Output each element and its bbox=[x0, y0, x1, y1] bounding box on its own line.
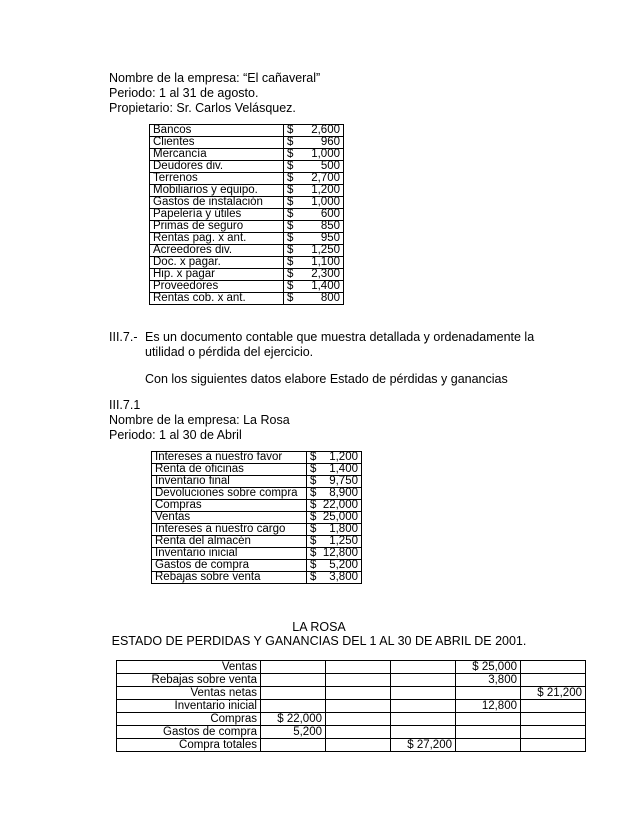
amount-wrap bbox=[310, 548, 358, 559]
account-row bbox=[152, 488, 362, 500]
currency-sign: $ bbox=[287, 268, 294, 280]
company2-period: Periodo: 1 al 30 de Abril bbox=[109, 428, 242, 442]
account-amount-cell bbox=[307, 512, 362, 524]
amount-value: 1,400 bbox=[311, 280, 340, 292]
statement-cell-c5 bbox=[521, 713, 586, 726]
account-label: Mercancía bbox=[150, 149, 284, 161]
currency-sign: $ bbox=[310, 463, 317, 475]
account-label: Deudores div. bbox=[150, 161, 284, 173]
statement-row-label: Compras bbox=[117, 713, 261, 726]
account-row bbox=[152, 560, 362, 572]
account-label: Renta del almacén bbox=[152, 536, 307, 548]
amount-value: 960 bbox=[320, 136, 340, 148]
statement-cell-c4: 3,800 bbox=[456, 674, 521, 687]
account-label: Devoluciones sobre compra bbox=[152, 488, 307, 500]
exercise-number: III.7.1 bbox=[109, 398, 141, 412]
statement-row bbox=[117, 687, 586, 700]
account-row bbox=[152, 512, 362, 524]
currency-sign: $ bbox=[310, 475, 317, 487]
amount-wrap bbox=[287, 161, 340, 172]
statement-cell-c4: $ 25,000 bbox=[456, 661, 521, 674]
statement-row-label: Ventas bbox=[117, 661, 261, 674]
account-amount-cell bbox=[284, 197, 344, 209]
currency-sign: $ bbox=[287, 232, 294, 244]
amount-wrap bbox=[310, 560, 358, 571]
amount-wrap bbox=[310, 512, 358, 523]
account-row bbox=[150, 281, 344, 293]
statement-title: LA ROSA bbox=[292, 620, 346, 634]
account-amount-cell bbox=[307, 536, 362, 548]
account-row bbox=[152, 548, 362, 560]
account-label: Bancos bbox=[150, 125, 284, 137]
account-label: Doc. x pagar. bbox=[150, 257, 284, 269]
statement-cell-c3 bbox=[391, 674, 456, 687]
account-label: Primas de seguro bbox=[150, 221, 284, 233]
account-row bbox=[152, 536, 362, 548]
currency-sign: $ bbox=[310, 499, 317, 511]
amount-wrap bbox=[287, 185, 340, 196]
account-label: Intereses a nuestro favor bbox=[152, 452, 307, 464]
account-amount-cell bbox=[284, 173, 344, 185]
amount-wrap bbox=[287, 245, 340, 256]
amount-wrap bbox=[310, 452, 358, 463]
company1-owner: Propietario: Sr. Carlos Velásquez. bbox=[109, 101, 296, 115]
statement-cell-c2 bbox=[326, 713, 391, 726]
currency-sign: $ bbox=[310, 487, 317, 499]
statement-subtitle: ESTADO DE PERDIDAS Y GANANCIAS DEL 1 AL 30 DE ABRIL DE 2001. bbox=[111, 634, 527, 648]
statement-cell-c4 bbox=[456, 726, 521, 739]
statement-cell-c2 bbox=[326, 674, 391, 687]
account-label: Renta de oficinas bbox=[152, 464, 307, 476]
statement-row bbox=[117, 726, 586, 739]
statement-row-label: Ventas netas bbox=[117, 687, 261, 700]
statement-cell-c5: $ 21,200 bbox=[521, 687, 586, 700]
account-row bbox=[150, 149, 344, 161]
amount-value: 500 bbox=[320, 160, 340, 172]
account-amount-cell bbox=[284, 293, 344, 305]
currency-sign: $ bbox=[310, 559, 317, 571]
amount-value: 950 bbox=[320, 232, 340, 244]
account-label: Rebajas sobre venta bbox=[152, 572, 307, 584]
statement-cell-c1 bbox=[261, 739, 326, 752]
company1-period: Periodo: 1 al 31 de agosto. bbox=[109, 86, 259, 100]
account-amount-cell bbox=[284, 149, 344, 161]
statement-row bbox=[117, 700, 586, 713]
currency-sign: $ bbox=[310, 535, 317, 547]
statement-cell-c4 bbox=[456, 687, 521, 700]
statement-cell-c1 bbox=[261, 687, 326, 700]
account-row bbox=[150, 221, 344, 233]
amount-wrap bbox=[287, 209, 340, 220]
amount-value: 1,200 bbox=[311, 184, 340, 196]
amount-wrap bbox=[310, 476, 358, 487]
statement-row-label: Rebajas sobre venta bbox=[117, 674, 261, 687]
account-amount-cell bbox=[284, 257, 344, 269]
section-definition-line1: Es un documento contable que muestra detallada y ordenadamente la bbox=[145, 330, 535, 344]
statement-cell-c3 bbox=[391, 661, 456, 674]
currency-sign: $ bbox=[287, 292, 294, 304]
amount-value: 1,800 bbox=[329, 523, 358, 535]
statement-row-label: Compra totales bbox=[117, 739, 261, 752]
statement-cell-c2 bbox=[326, 739, 391, 752]
section-definition-line2: utilidad o pérdida del ejercicio. bbox=[145, 345, 314, 359]
amount-value: 850 bbox=[320, 220, 340, 232]
statement-row-label: Gastos de compra bbox=[117, 726, 261, 739]
amount-wrap bbox=[287, 293, 340, 304]
statement-cell-c3 bbox=[391, 700, 456, 713]
amount-value: 8,900 bbox=[329, 487, 358, 499]
amount-value: 1,200 bbox=[329, 451, 358, 463]
amount-value: 9,750 bbox=[329, 475, 358, 487]
accounts-table-1 bbox=[149, 124, 344, 305]
account-label: Hip. x pagar bbox=[150, 269, 284, 281]
account-row bbox=[150, 173, 344, 185]
amount-value: 1,250 bbox=[329, 535, 358, 547]
currency-sign: $ bbox=[287, 124, 294, 136]
amount-value: 600 bbox=[320, 208, 340, 220]
section-number: III.7.- bbox=[109, 330, 138, 344]
company2-name: Nombre de la empresa: La Rosa bbox=[109, 413, 290, 427]
account-row bbox=[150, 269, 344, 281]
amount-value: 12,800 bbox=[322, 547, 358, 559]
account-label: Papelería y útiles bbox=[150, 209, 284, 221]
amount-value: 800 bbox=[320, 292, 340, 304]
company1-name: Nombre de la empresa: “El cañaveral” bbox=[109, 71, 321, 85]
account-label: Gastos de compra bbox=[152, 560, 307, 572]
amount-value: 2,700 bbox=[311, 172, 340, 184]
section-instruction: Con los siguientes datos elabore Estado de pérdidas y ganancias bbox=[145, 372, 508, 386]
statement-cell-c5 bbox=[521, 700, 586, 713]
statement-cell-c3 bbox=[391, 713, 456, 726]
account-amount-cell bbox=[284, 233, 344, 245]
amount-value: 3,800 bbox=[329, 571, 358, 583]
statement-cell-c4: 12,800 bbox=[456, 700, 521, 713]
account-amount-cell bbox=[307, 572, 362, 584]
amount-value: 2,300 bbox=[311, 268, 340, 280]
currency-sign: $ bbox=[287, 208, 294, 220]
currency-sign: $ bbox=[310, 451, 317, 463]
account-label: Clientes bbox=[150, 137, 284, 149]
account-row bbox=[150, 137, 344, 149]
account-amount-cell bbox=[307, 548, 362, 560]
amount-value: 2,600 bbox=[311, 124, 340, 136]
account-row bbox=[152, 452, 362, 464]
account-amount-cell bbox=[307, 488, 362, 500]
amount-value: 1,000 bbox=[311, 148, 340, 160]
amount-value: 1,100 bbox=[311, 256, 340, 268]
account-row bbox=[150, 209, 344, 221]
statement-cell-c5 bbox=[521, 674, 586, 687]
statement-row bbox=[117, 661, 586, 674]
account-label: Rentas pag. x ant. bbox=[150, 233, 284, 245]
statement-cell-c3 bbox=[391, 726, 456, 739]
statement-cell-c5 bbox=[521, 726, 586, 739]
statement-row bbox=[117, 713, 586, 726]
statement-cell-c2 bbox=[326, 661, 391, 674]
currency-sign: $ bbox=[287, 244, 294, 256]
account-label: Rentas cob. x ant. bbox=[150, 293, 284, 305]
account-amount-cell bbox=[284, 209, 344, 221]
account-row bbox=[152, 572, 362, 584]
income-statement-table bbox=[116, 660, 586, 752]
account-row bbox=[150, 161, 344, 173]
amount-wrap bbox=[287, 269, 340, 280]
currency-sign: $ bbox=[287, 160, 294, 172]
account-amount-cell bbox=[284, 185, 344, 197]
statement-cell-c1 bbox=[261, 661, 326, 674]
statement-cell-c1 bbox=[261, 700, 326, 713]
account-label: Terrenos bbox=[150, 173, 284, 185]
account-label: Inventario final bbox=[152, 476, 307, 488]
amount-wrap bbox=[287, 281, 340, 292]
amount-wrap bbox=[310, 488, 358, 499]
account-label: Proveedores bbox=[150, 281, 284, 293]
currency-sign: $ bbox=[287, 196, 294, 208]
statement-cell-c1 bbox=[261, 674, 326, 687]
amount-wrap bbox=[287, 137, 340, 148]
account-amount-cell bbox=[307, 452, 362, 464]
statement-cell-c2 bbox=[326, 700, 391, 713]
amount-value: 25,000 bbox=[322, 511, 358, 523]
statement-cell-c5 bbox=[521, 739, 586, 752]
account-label: Inventario inicial bbox=[152, 548, 307, 560]
account-label: Acreedores div. bbox=[150, 245, 284, 257]
account-amount-cell bbox=[284, 281, 344, 293]
statement-cell-c2 bbox=[326, 687, 391, 700]
account-row bbox=[150, 257, 344, 269]
account-amount-cell bbox=[284, 137, 344, 149]
account-row bbox=[150, 245, 344, 257]
amount-wrap bbox=[287, 197, 340, 208]
currency-sign: $ bbox=[287, 148, 294, 160]
statement-cell-c3 bbox=[391, 687, 456, 700]
account-amount-cell bbox=[284, 221, 344, 233]
statement-cell-c1: $ 22,000 bbox=[261, 713, 326, 726]
currency-sign: $ bbox=[310, 511, 317, 523]
account-amount-cell bbox=[307, 464, 362, 476]
currency-sign: $ bbox=[310, 523, 317, 535]
account-label: Intereses a nuestro cargo bbox=[152, 524, 307, 536]
account-row bbox=[152, 476, 362, 488]
amount-wrap bbox=[287, 221, 340, 232]
currency-sign: $ bbox=[287, 184, 294, 196]
account-row bbox=[150, 293, 344, 305]
statement-cell-c5 bbox=[521, 661, 586, 674]
amount-value: 5,200 bbox=[329, 559, 358, 571]
account-amount-cell bbox=[284, 161, 344, 173]
account-row bbox=[150, 125, 344, 137]
account-row bbox=[150, 185, 344, 197]
currency-sign: $ bbox=[287, 136, 294, 148]
amount-wrap bbox=[287, 173, 340, 184]
statement-cell-c2 bbox=[326, 726, 391, 739]
amount-wrap bbox=[287, 125, 340, 136]
account-amount-cell bbox=[284, 125, 344, 137]
currency-sign: $ bbox=[287, 280, 294, 292]
account-amount-cell bbox=[284, 245, 344, 257]
amount-value: 22,000 bbox=[322, 499, 358, 511]
accounts-table-2 bbox=[151, 451, 362, 584]
account-row bbox=[152, 500, 362, 512]
currency-sign: $ bbox=[287, 220, 294, 232]
amount-wrap bbox=[287, 257, 340, 268]
account-row bbox=[150, 233, 344, 245]
currency-sign: $ bbox=[310, 571, 317, 583]
amount-wrap bbox=[287, 149, 340, 160]
currency-sign: $ bbox=[287, 256, 294, 268]
amount-wrap bbox=[310, 572, 358, 583]
account-amount-cell bbox=[307, 524, 362, 536]
amount-wrap bbox=[310, 536, 358, 547]
statement-cell-c1: 5,200 bbox=[261, 726, 326, 739]
statement-cell-c4 bbox=[456, 713, 521, 726]
account-row bbox=[150, 197, 344, 209]
amount-wrap bbox=[287, 233, 340, 244]
amount-value: 1,250 bbox=[311, 244, 340, 256]
amount-value: 1,400 bbox=[329, 463, 358, 475]
statement-row-label: Inventario inicial bbox=[117, 700, 261, 713]
account-row bbox=[152, 524, 362, 536]
account-label: Mobiliarios y equipo. bbox=[150, 185, 284, 197]
statement-row bbox=[117, 739, 586, 752]
amount-value: 1,000 bbox=[311, 196, 340, 208]
account-amount-cell bbox=[307, 476, 362, 488]
currency-sign: $ bbox=[310, 547, 317, 559]
account-label: Compras bbox=[152, 500, 307, 512]
currency-sign: $ bbox=[287, 172, 294, 184]
amount-wrap bbox=[310, 524, 358, 535]
statement-cell-c3: $ 27,200 bbox=[391, 739, 456, 752]
amount-wrap bbox=[310, 464, 358, 475]
account-amount-cell bbox=[307, 500, 362, 512]
account-label: Gastos de instalación bbox=[150, 197, 284, 209]
account-amount-cell bbox=[307, 560, 362, 572]
amount-wrap bbox=[310, 500, 358, 511]
account-row bbox=[152, 464, 362, 476]
account-amount-cell bbox=[284, 269, 344, 281]
statement-cell-c4 bbox=[456, 739, 521, 752]
account-label: Ventas bbox=[152, 512, 307, 524]
statement-row bbox=[117, 674, 586, 687]
